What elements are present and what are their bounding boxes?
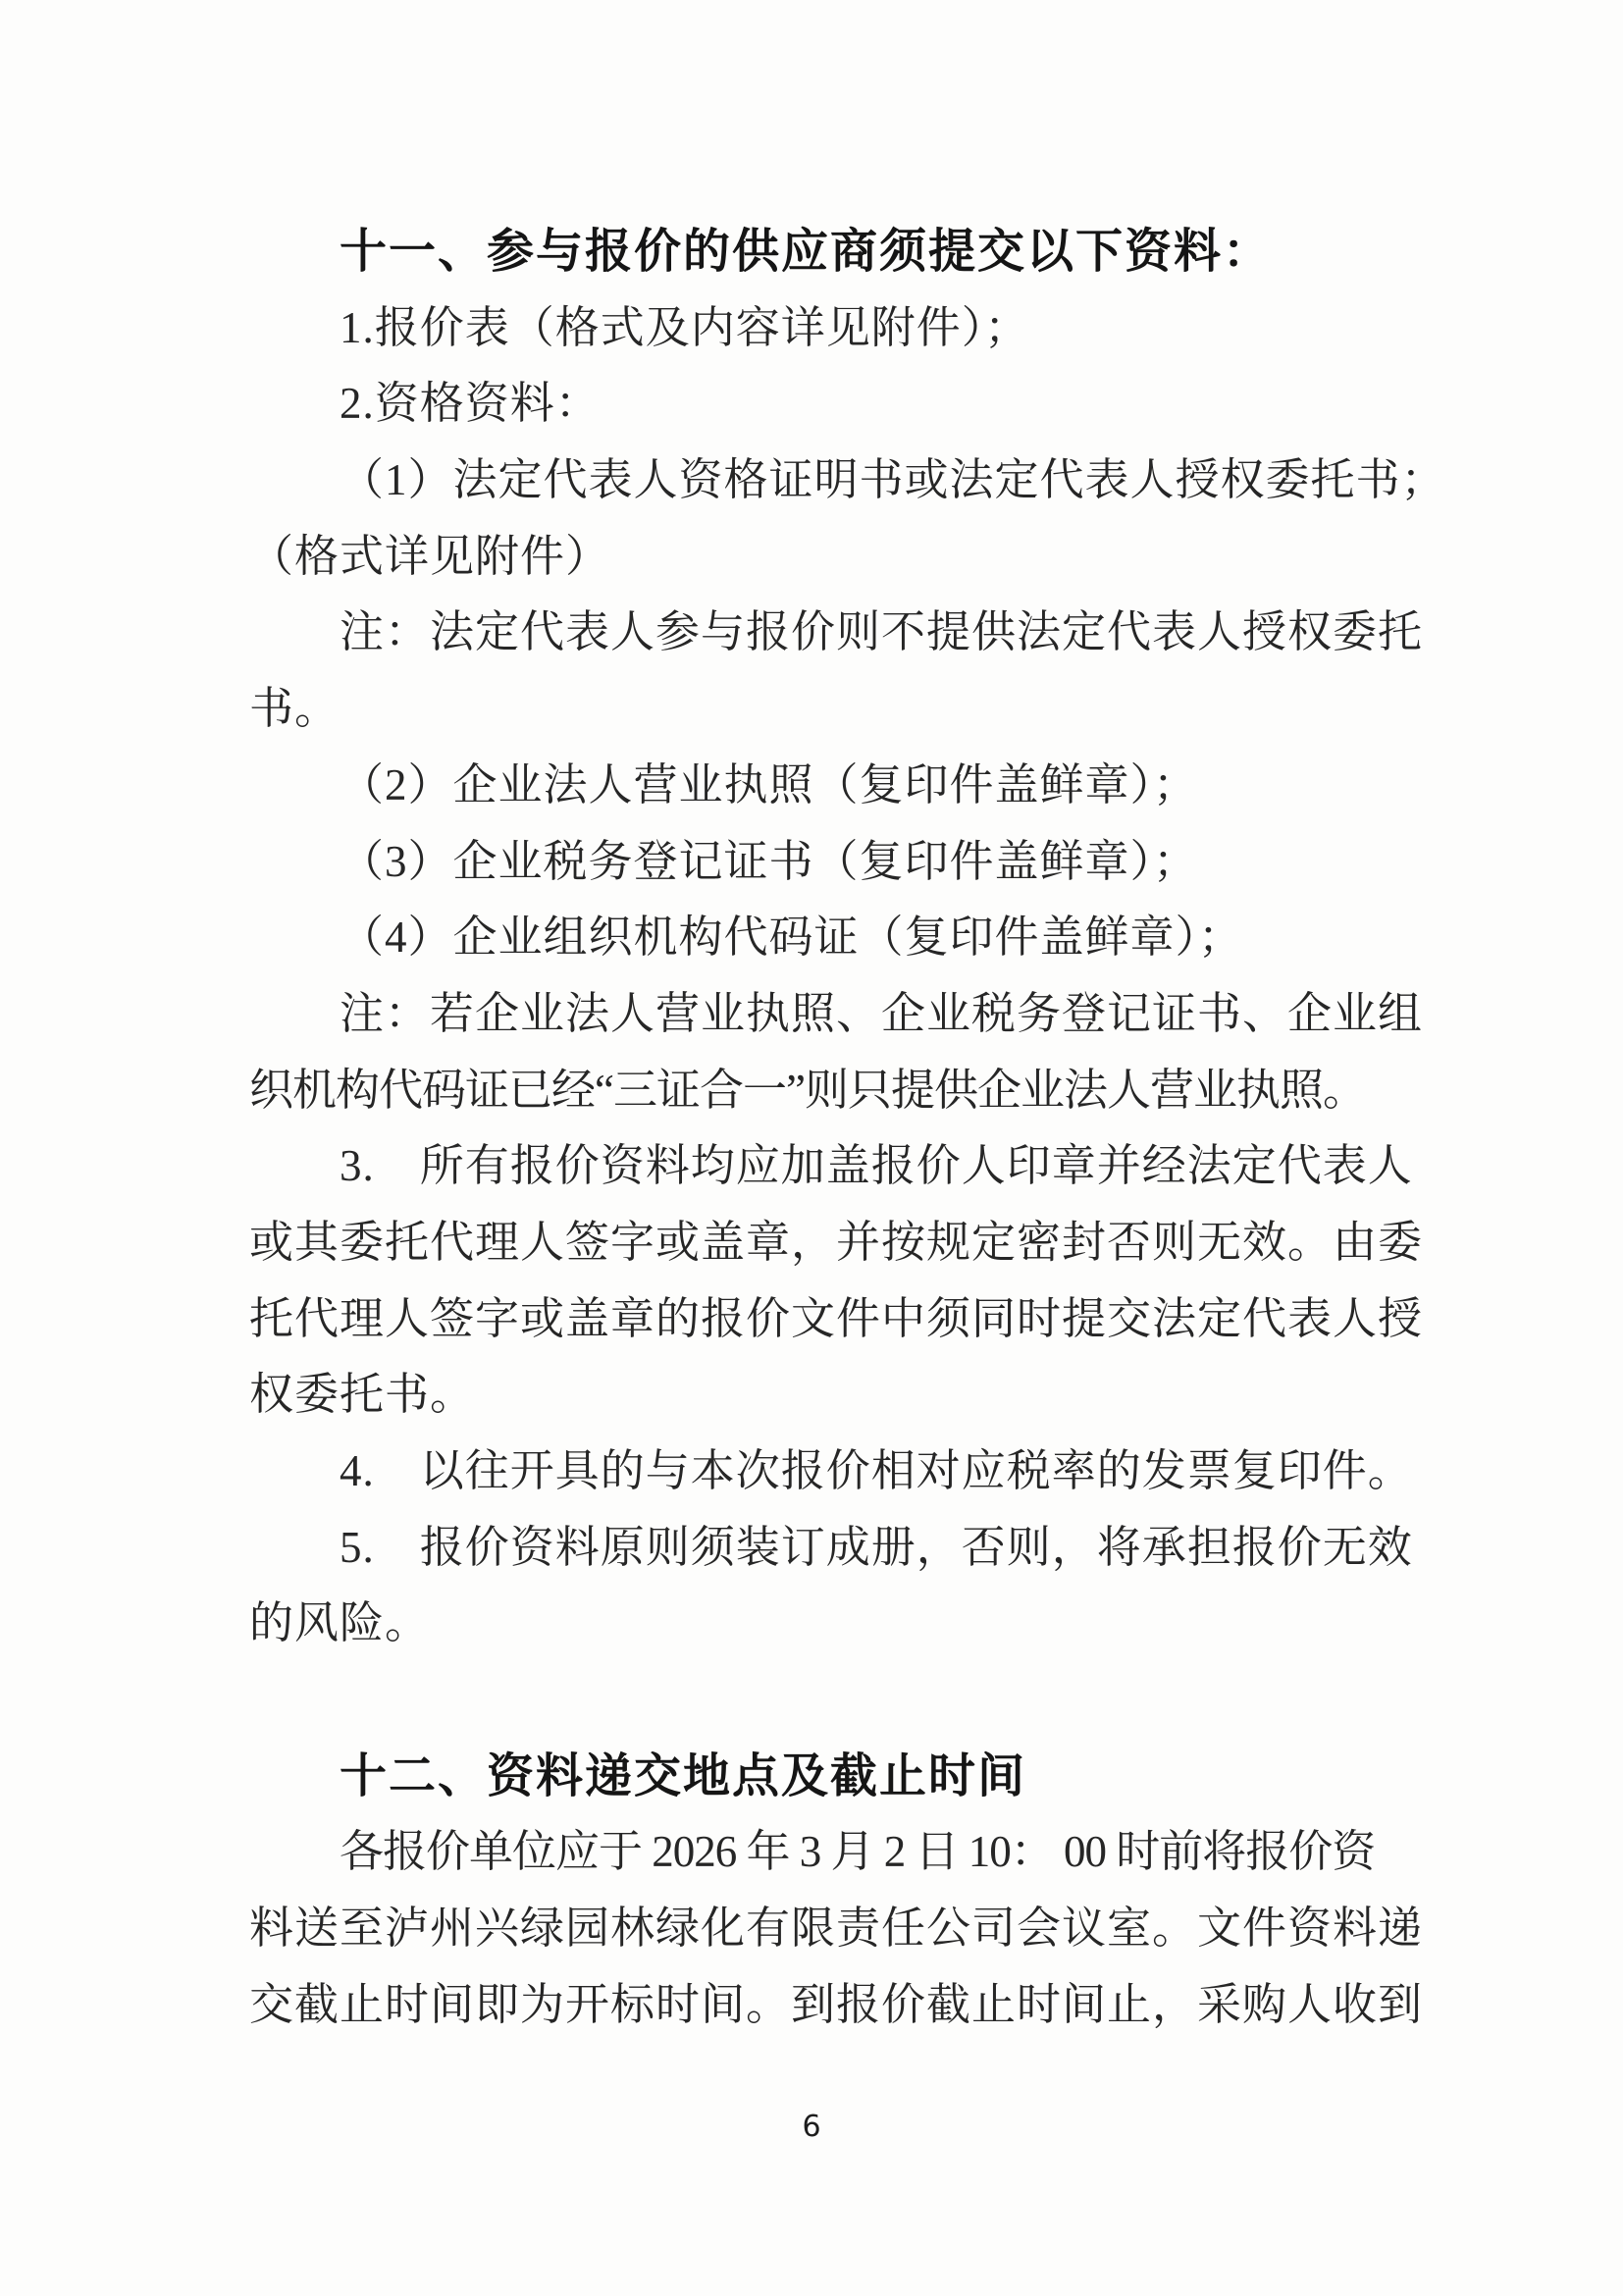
line-seal-requirement-2: 或其委托代理人签字或盖章，并按规定密封否则无效。由委 [249,1217,1424,1267]
line-format-attachment: （格式详见附件） [249,531,611,581]
line-seal-requirement-1: 3. 所有报价资料均应加盖报价人印章并经法定代表人 [340,1141,1413,1191]
blank-spacer-line [249,1662,1423,1739]
note-three-in-one-line-2: 织机构代码证已经“三证合一”则只提供企业法人营业执照。 [249,1065,1366,1115]
note-three-in-one-line-1: 注：若企业法人营业执照、企业税务登记证书、企业组 [340,988,1424,1038]
line-submission-deadline-3: 交截止时间即为开标时间。到报价截止时间止，采购人收到 [249,1979,1424,2029]
line-org-code-certificate: （4）企业组织机构代码证（复印件盖鲜章）； [340,913,1244,963]
line-submission-deadline-1: 各报价单位应于 2026 年 3 月 2 日 10： 00 时前将报价资 [340,1827,1376,1877]
line-legal-rep-certificate: （1）法定代表人资格证明书或法定代表人授权委托书； [340,455,1446,505]
page-content [249,214,1446,2044]
page-number: 6 [802,2110,821,2144]
page-footer [0,2110,1623,2144]
line-invoice-copy: 4. 以往开具的与本次报价相对应税率的发票复印件。 [340,1446,1413,1495]
line-seal-requirement-3: 托代理人签字或盖章的报价文件中须同时提交法定代表人授 [249,1293,1424,1343]
line-qualification-docs: 2.资格资料： [340,379,601,429]
line-seal-requirement-4: 权委托书。 [249,1370,476,1420]
line-business-license: （2）企业法人营业执照（复印件盖鲜章）； [340,759,1199,809]
line-tax-registration: （3）企业税务登记证书（复印件盖鲜章）； [340,836,1199,886]
section-11-heading: 十一、参与报价的供应商须提交以下资料： [340,224,1273,279]
line-binding-requirement-1: 5. 报价资料原则须装订成册，否则，将承担报价无效 [340,1522,1413,1572]
line-submission-deadline-2: 料送至泸州兴绿园林绿化有限责任公司会议室。文件资料递 [249,1904,1424,1954]
line-binding-requirement-2: 的风险。 [249,1598,431,1648]
note-legal-rep-line-1: 注：法定代表人参与报价则不提供法定代表人授权委托 [340,607,1424,657]
line-quotation-form: 1.报价表（格式及内容详见附件）； [340,302,1030,352]
note-legal-rep-line-2: 书。 [249,684,340,734]
section-12-heading: 十二、资料递交地点及截止时间 [340,1748,1027,1803]
